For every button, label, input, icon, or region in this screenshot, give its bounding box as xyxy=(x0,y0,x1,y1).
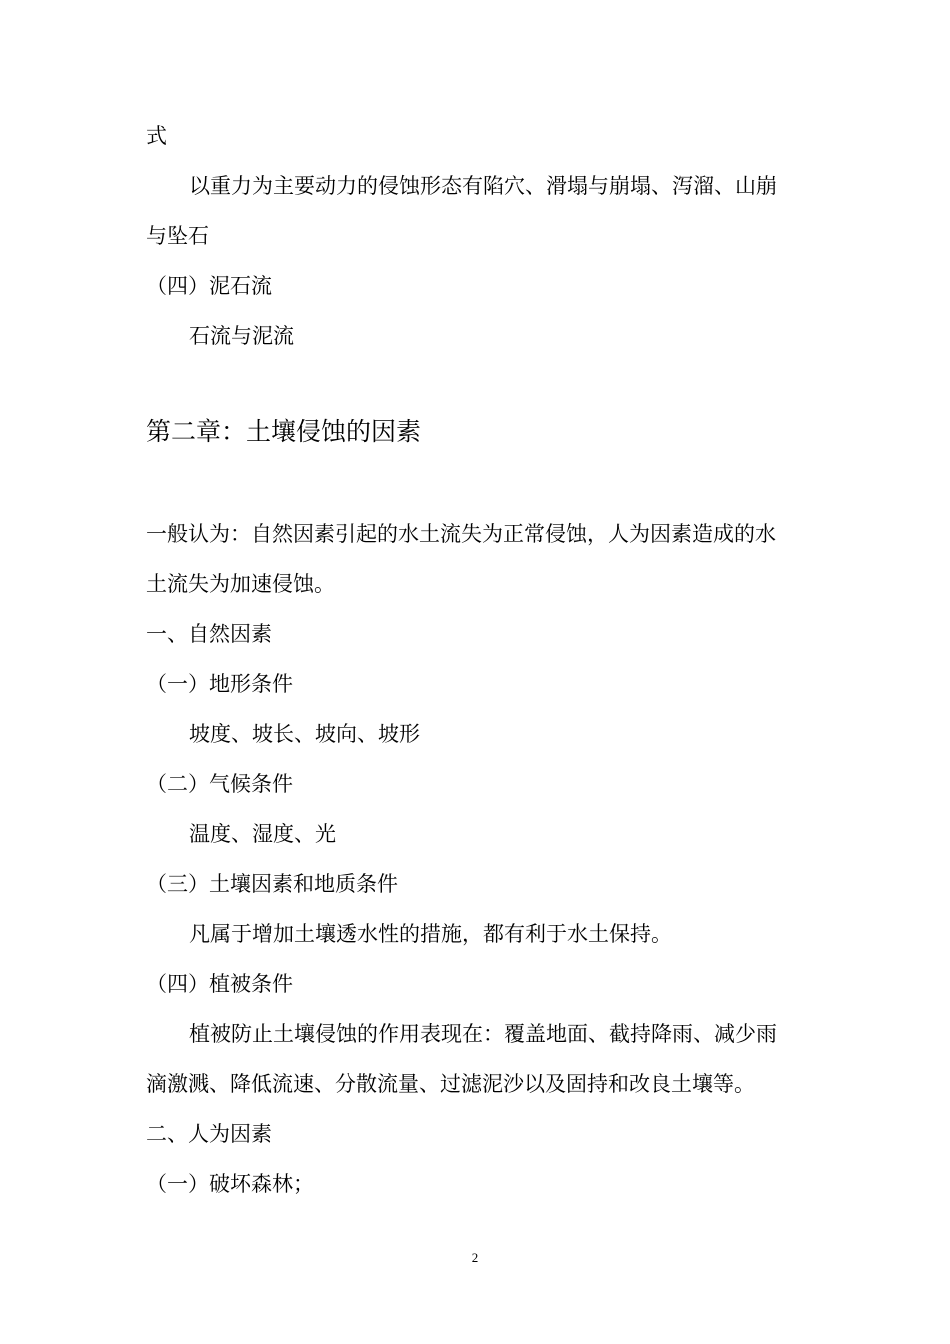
paragraph-vegetation: 植被防止土壤侵蚀的作用表现在：覆盖地面、截持降雨、减少雨 xyxy=(189,1022,777,1046)
subheading-terrain: （一）地形条件 xyxy=(146,672,293,696)
text-line: 土流失为加速侵蚀。 xyxy=(146,572,335,596)
page-number: 2 xyxy=(471,1250,479,1265)
section-heading-natural: 一、自然因素 xyxy=(146,622,272,646)
text-line: 滴激溅、降低流速、分散流量、过滤泥沙以及固持和改良土壤等。 xyxy=(146,1072,755,1096)
text-line: 式 xyxy=(146,124,167,148)
section-heading-human: 二、人为因素 xyxy=(146,1122,272,1146)
text-line: 温度、湿度、光 xyxy=(189,822,336,846)
text-line: 坡度、坡长、坡向、坡形 xyxy=(189,722,420,746)
chapter-heading: 第二章：土壤侵蚀的因素 xyxy=(146,417,422,446)
paragraph-intro: 一般认为：自然因素引起的水土流失为正常侵蚀，人为因素造成的水 xyxy=(146,522,776,546)
text-line: 石流与泥流 xyxy=(189,324,294,348)
subheading-climate: （二）气候条件 xyxy=(146,772,293,796)
subheading-deforestation: （一）破坏森林； xyxy=(146,1172,314,1196)
subheading-vegetation: （四）植被条件 xyxy=(146,972,293,996)
subheading-mudflow: （四）泥石流 xyxy=(146,274,272,298)
text-line: 凡属于增加土壤透水性的措施，都有利于水土保持。 xyxy=(189,922,672,946)
text-line: 与坠石 xyxy=(146,224,209,248)
subheading-soil-geology: （三）土壤因素和地质条件 xyxy=(146,872,398,896)
paragraph-gravity-erosion: 以重力为主要动力的侵蚀形态有陷穴、滑塌与崩塌、泻溜、山崩 xyxy=(189,174,777,198)
